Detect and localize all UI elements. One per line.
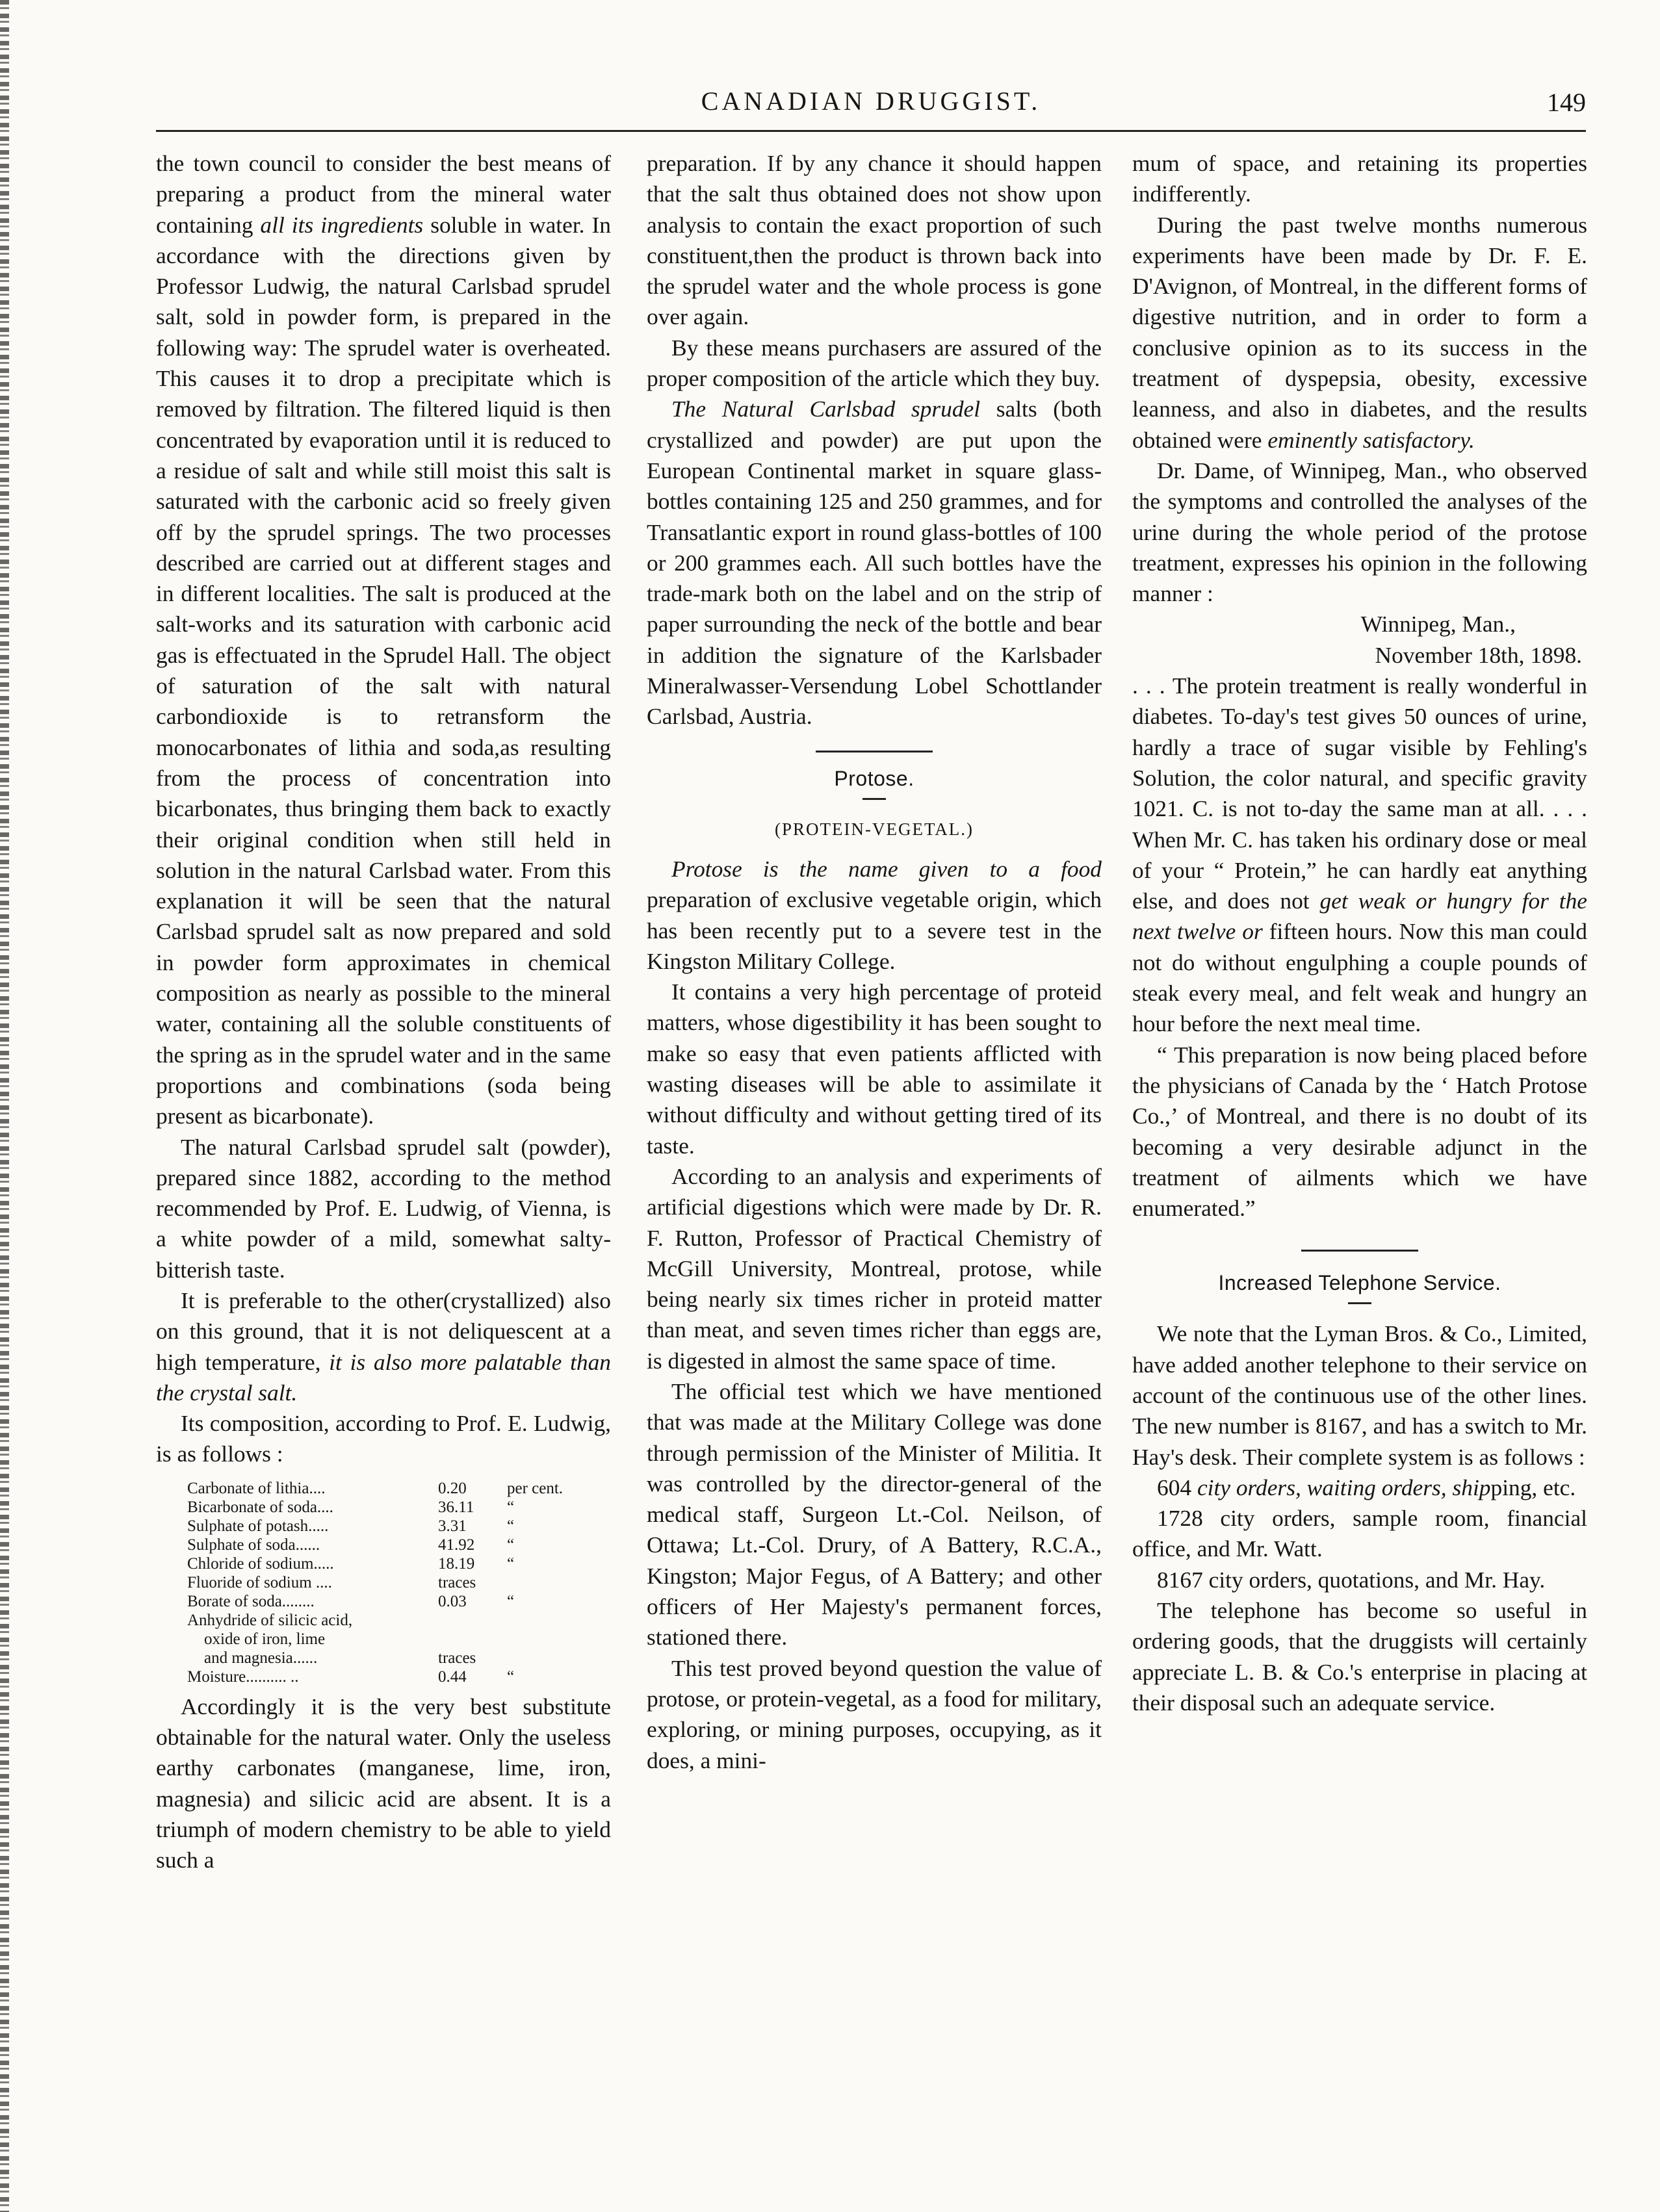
italic-run: city orders, waiting orders, ship	[1197, 1474, 1491, 1500]
composition-unit: “	[507, 1667, 515, 1686]
composition-name: Anhydride of silicic acid,	[187, 1611, 353, 1629]
col3-paragraph-10: The telephone has become so useful in ordering goods, that the druggists will certainly appreciate L. B. & Co.'s enterprise in placing at their disposal such an adequate service.	[1132, 1597, 1587, 1716]
composition-name: Borate of soda........	[187, 1592, 315, 1610]
text-run: salts (both crystallized and powder) are put upon the European Continental market in square glass-bottles containing 125 and 250 grammes, and for Transatlantic export in round glass-bottles of 100 or 200 grammes each. All such bottles have the trade-mark both on the label and on the strip of paper surrounding the neck of the bottle and bear in addition the signature of the Karlsbader Mineralwasser-Versendung Lobel Schottlander Carlsbad, Austria.	[647, 396, 1102, 730]
col3-paragraph-8: 1728 city orders, sample room, financial office, and Mr. Watt.	[1132, 1505, 1587, 1562]
letter-place: Winnipeg, Man.,	[1360, 611, 1516, 637]
col3-paragraph-9: 8167 city orders, quotations, and Mr. Hay.	[1157, 1566, 1546, 1593]
composition-value	[438, 1630, 503, 1649]
composition-unit: “	[507, 1554, 515, 1573]
col2-paragraph-2: By these means purchasers are assured of the proper composition of the article which they buy.	[647, 334, 1102, 392]
composition-name: Sulphate of soda......	[187, 1536, 320, 1554]
col3-paragraph-5: “ This preparation is now being placed before the physicians of Canada by the ‘ Hatch Protose Co.,’ of Montreal, and there is no doubt of its becoming a very desirable adjunct in the treatment of ailments which we have enumerated.”	[1132, 1041, 1587, 1222]
column-3	[1132, 148, 1587, 2111]
col2-paragraph-3	[647, 394, 1102, 732]
composition-row	[187, 1554, 585, 1573]
composition-unit: “	[507, 1517, 515, 1535]
text-run: fifteen hours. Now this man could not do without engulphing a couple pounds of steak every meal, and felt weak and hungry an hour before the next meal time.	[1132, 918, 1587, 1037]
composition-name: Moisture.......... ..	[187, 1667, 299, 1686]
composition-name: Carbonate of lithia....	[187, 1479, 326, 1497]
composition-name: Sulphate of potash.....	[187, 1517, 329, 1535]
composition-name: oxide of iron, lime	[204, 1630, 326, 1648]
composition-unit	[503, 1611, 585, 1630]
composition-value: 0.44	[438, 1667, 467, 1686]
heading-rule	[1348, 1302, 1371, 1304]
header-rule	[156, 130, 1586, 132]
composition-row	[187, 1479, 585, 1498]
italic-run: Protose is the name given to a food	[671, 855, 1102, 882]
page-binding-edge	[0, 0, 9, 2212]
col2-paragraph-1: preparation. If by any chance it should happen that the salt thus obtained does not show upon analysis to contain the exact proportion of such constituent,then the product is thrown back into the sprudel water and the whole process is gone over again.	[647, 150, 1102, 330]
protose-subheading: (PROTEIN-VEGETAL.)	[774, 819, 974, 839]
telephone-heading: Increased Telephone Service.	[1218, 1271, 1501, 1295]
composition-name: and magnesia......	[204, 1649, 318, 1667]
col2-paragraph-4	[647, 854, 1102, 977]
col1-paragraph-3	[156, 1285, 611, 1408]
composition-unit: “	[507, 1536, 515, 1554]
composition-row	[187, 1649, 585, 1667]
composition-row	[187, 1536, 585, 1554]
composition-unit: “	[507, 1592, 515, 1610]
composition-row	[187, 1611, 585, 1630]
col2-paragraph-5: It contains a very high percentage of proteid matters, whose digestibility it has been sought to make so easy that even patients afflicted with wasting diseases will be able to assimilate it without difficulty and without getting tired of its taste.	[647, 979, 1102, 1159]
text-run: 604	[1157, 1474, 1197, 1500]
running-title: CANADIAN DRUGGIST.	[701, 86, 1041, 116]
italic-run: The Natural Carlsbad sprudel	[671, 396, 981, 422]
composition-unit: “	[507, 1498, 515, 1516]
composition-name: Chloride of sodium.....	[187, 1554, 334, 1573]
composition-value	[438, 1611, 503, 1630]
col2-paragraph-7: The official test which we have mentioned that was made at the Military College was done through permission of the Minister of Militia. It was controlled by the director-general of the medical staff, Surgeon Lt.-Col. Neilson, of Ottawa; Lt.-Col. Drury, of A Battery, R.C.A., Kingston; Major Fegus, of A Battery; and other officers of Her Majesty's permanent forces, stationed there.	[647, 1378, 1102, 1651]
col1-paragraph-1	[156, 148, 611, 1132]
column-2	[647, 148, 1102, 2111]
italic-run: all its ingredients	[260, 211, 424, 238]
column-1	[156, 148, 611, 2111]
col3-paragraph-3: Dr. Dame, of Winnipeg, Man., who observed the symptoms and controlled the analyses of the urine during the whole period of the protose treatment, expresses his opinion in the following manner :	[1132, 457, 1587, 607]
composition-row	[187, 1573, 585, 1592]
col2-paragraph-6: According to an analysis and experiments of artificial digestions which were made by Dr. R. F. Rutton, Professor of Practical Chemistry of McGill University, Montreal, protose, while being nearly six times richer in proteid matter than meat, and seven times richer than eggs are, is digested in almost the same space of time.	[647, 1163, 1102, 1374]
composition-table	[187, 1479, 585, 1686]
composition-value: 0.20	[438, 1479, 467, 1497]
italic-run: get weak or hungry for the next twelve or	[1132, 888, 1587, 945]
text-run: the town council to consider the best means of preparing a product from the mineral water containing	[156, 150, 611, 238]
composition-value: 36.11	[438, 1498, 474, 1516]
col3-paragraph-4	[1132, 671, 1587, 1040]
italic-run: eminently satisfactory.	[1267, 426, 1475, 453]
text-run: preparation of exclusive vegetable origin, which has been recently put to a severe test in the Kingston Military College.	[647, 886, 1102, 974]
col1-paragraph-4: Its composition, according to Prof. E. Ludwig, is as follows :	[156, 1410, 611, 1467]
col3-paragraph-1: mum of space, and retaining its properties indifferently.	[1132, 150, 1587, 207]
composition-row	[187, 1630, 585, 1649]
running-head	[156, 83, 1586, 129]
composition-unit	[503, 1649, 585, 1667]
protose-heading: Protose.	[834, 766, 914, 790]
col3-paragraph-7	[1132, 1473, 1587, 1503]
text-run: soluble in water. In accordance with the directions given by Professor Ludwig, the natural Carlsbad sprudel salt, sold in powder form, is prepared in the following way: The sprudel water is overheated. This causes it to drop a precipitate which is removed by filtration. The filtered liquid is then concentrated by evaporation until it is reduced to a residue of salt and while still moist this salt is saturated with the carbonic acid so freely given off by the sprudel springs. The two processes described are carried out at different stages and in different localities. The salt is produced at the salt-works and its saturation with carbonic acid gas is effectuated in the Sprudel Hall. The object of saturation of the salt with natural carbondioxide is to retransform the monocarbonates of lithia and soda,as resulting from the process of concentration into bicarbonates, thus bringing them back to exactly their original condition when still held in solution in the natural Carlsbad water. From this explanation it will be seen that the natural Carlsbad sprudel salt as now prepared and sold in powder form approximates in chemical composition as nearly as possible to the mineral water, containing all the soluble constituents of the spring as in the sprudel water and in the same proportions and combinations (soda being present as bicarbonate).	[156, 211, 611, 1129]
composition-value: 41.92	[438, 1536, 475, 1554]
letter-date: November 18th, 1898.	[1375, 641, 1582, 668]
composition-unit	[503, 1573, 585, 1592]
composition-row	[187, 1498, 585, 1517]
col2-paragraph-8: This test proved beyond question the value of protose, or protein-vegetal, as a food for military, exploring, or mining purposes, occupying, as it does, a mini-	[647, 1654, 1102, 1773]
page-number: 149	[1547, 88, 1586, 117]
section-divider	[816, 751, 933, 752]
composition-name: Bicarbonate of soda....	[187, 1498, 333, 1516]
text-run: It is preferable to the other(crystallized) also on this ground, that it is not deliquescent at a high temperature,	[156, 1287, 611, 1375]
text-run: . . . The protein treatment is really wonderful in diabetes. To-day's test gives 50 ounces of urine, hardly a trace of sugar visible by Fehling's Solution, the color natural, and specific gravity 1021. C. is not to-day the same man at all. . . . When Mr. C. has taken his ordinary dose or meal of your “ Protein,” he can hardly eat anything else, and does not	[1132, 673, 1587, 914]
composition-value: 18.19	[438, 1554, 475, 1573]
composition-name: Fluoride of sodium ....	[187, 1573, 332, 1591]
composition-row	[187, 1667, 585, 1686]
composition-row	[187, 1592, 585, 1611]
composition-unit: per cent.	[507, 1479, 564, 1497]
col3-paragraph-2	[1132, 210, 1587, 456]
col1-paragraph-2: The natural Carlsbad sprudel salt (powder), prepared since 1882, according to the method recommended by Prof. E. Ludwig, of Vienna, is a white powder of a mild, somewhat salty-bitterish taste.	[156, 1133, 611, 1283]
composition-row	[187, 1517, 585, 1536]
composition-unit	[503, 1630, 585, 1649]
composition-value: 0.03	[438, 1592, 467, 1610]
composition-value: traces	[438, 1649, 476, 1667]
col3-paragraph-6: We note that the Lyman Bros. & Co., Limited, have added another telephone to their service on account of the continuous use of the other lines. The new number is 8167, and has a switch to Mr. Hay's desk. Their complete system is as follows :	[1132, 1320, 1587, 1470]
section-divider	[1301, 1250, 1418, 1252]
col1-paragraph-5: Accordingly it is the very best substitute obtainable for the natural water. Only the useless earthy carbonates (manganese, lime, iron, magnesia) and silicic acid are absent. It is a triumph of modern chemistry to be able to yield such a	[156, 1693, 611, 1873]
heading-rule	[862, 798, 886, 800]
composition-value: traces	[438, 1573, 476, 1591]
text-run: During the past twelve months numerous experiments have been made by Dr. F. E. D'Avignon, of Montreal, in the different forms of digestive nutrition, and in order to form a conclusive opinion as to its success in the treatment of dyspepsia, obesity, excessive leanness, and also in diabetes, and the results obtained were	[1132, 211, 1587, 453]
text-run: ping, etc.	[1490, 1474, 1576, 1500]
composition-value: 3.31	[438, 1517, 467, 1535]
italic-run: it is also more palatable than the crystal salt.	[156, 1348, 611, 1406]
